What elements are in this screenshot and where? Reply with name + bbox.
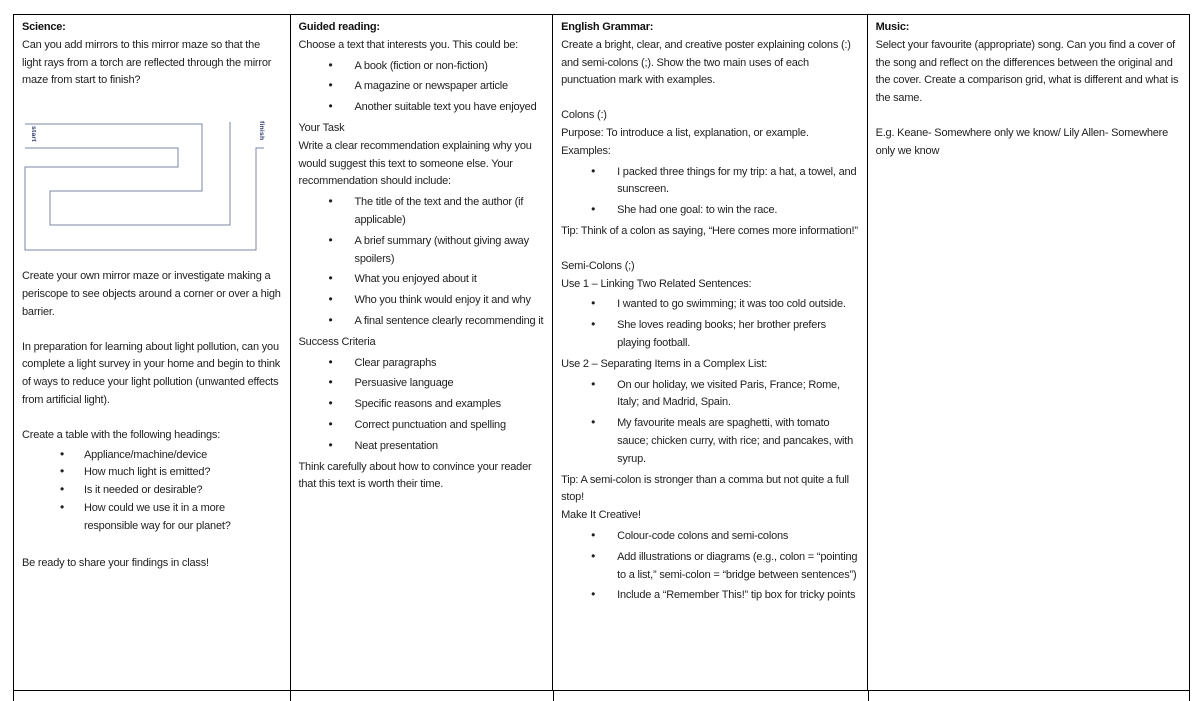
paragraph: Examples:	[561, 144, 611, 157]
next-row-border	[13, 691, 14, 701]
next-row-border	[553, 691, 554, 701]
blank-line	[22, 322, 282, 339]
paragraph: Make It Creative!	[561, 509, 641, 522]
bullet-item: • Appliance/machine/device	[22, 447, 282, 465]
blank-line	[876, 108, 1181, 125]
paragraph: Purpose: To introduce a list, explanation, or example.	[561, 126, 809, 139]
bullet-item: • She loves reading books; her brother prefers playing football.	[561, 317, 858, 353]
bullet-item: • Add illustrations or diagrams (e.g., colon = “pointing to a list,” semi-colon = “bridge between sentences”)	[561, 549, 858, 585]
worksheet-table	[13, 14, 1190, 691]
bullet-item: • Who you think would enjoy it and why	[299, 292, 545, 310]
column-title: Science:	[22, 21, 66, 33]
next-row-border	[290, 691, 291, 701]
bullet-list	[561, 377, 858, 469]
column-english-grammar	[553, 15, 867, 690]
bullet-item: • Colour-code colons and semi-colons	[561, 528, 858, 546]
bullet-item: • On our holiday, we visited Paris, France; Rome, Italy; and Madrid, Spain.	[561, 377, 858, 413]
bullet-item: • I wanted to go swimming; it was too cold outside.	[561, 296, 858, 314]
paragraph: Colons (:)	[561, 109, 607, 122]
next-row-border	[1189, 691, 1190, 701]
maze-outer-wall	[25, 122, 230, 225]
bullet-item: • Another suitable text you have enjoyed	[299, 99, 545, 117]
bullet-item: • She had one goal: to win the race.	[561, 202, 858, 220]
column-content	[876, 37, 1181, 161]
paragraph: Create a table with the following headings:	[22, 428, 221, 441]
bullet-item: • Persuasive language	[299, 375, 545, 393]
bullet-item: • A magazine or newspaper article	[299, 78, 545, 96]
paragraph: In preparation for learning about light pollution, can you complete a light survey in your home and begin to think of ways to reduce your light pollution (unwanted effects from artificial light).	[22, 340, 281, 406]
column-title: English Grammar:	[561, 21, 654, 33]
paragraph: E.g. Keane- Somewhere only we know/ Lily Allen- Somewhere only we know	[875, 126, 1169, 157]
paragraph: Tip: A semi-colon is stronger than a comma but not quite a full stop!	[561, 473, 849, 504]
bullet-list	[22, 447, 282, 536]
mirror-maze-figure	[24, 116, 282, 256]
bullet-item: • A brief summary (without giving away spoilers)	[299, 233, 545, 269]
bullet-item: • Correct punctuation and spelling	[299, 417, 545, 435]
blank-line	[22, 538, 282, 555]
column-guided-reading	[291, 15, 554, 690]
bullet-item: • Clear paragraphs	[299, 355, 545, 373]
paragraph: Be ready to share your findings in class!	[22, 556, 209, 569]
paragraph: Can you add mirrors to this mirror maze so that the light rays from a torch are reflected through the mirror maze from start to finish?	[22, 38, 272, 87]
bullet-list	[561, 528, 858, 605]
bullet-list	[299, 58, 545, 117]
paragraph: Write a clear recommendation explaining why you would suggest this text to someone else. Your recommendation should include:	[298, 139, 532, 188]
bullet-item: • How could we use it in a more responsible way for our planet?	[22, 500, 282, 536]
maze-inner-wall	[25, 148, 264, 250]
paragraph: Think carefully about how to convince your reader that this text is worth their time.	[298, 460, 532, 491]
paragraph: Create a bright, clear, and creative poster explaining colons (:) and semi-colons (;). Show the two main uses of each punctuation mark with examples.	[561, 38, 851, 87]
paragraph: Tip: Think of a colon as saying, “Here comes more information!”	[561, 224, 858, 237]
paragraph: Semi-Colons (;)	[561, 259, 635, 272]
bullet-item: • Neat presentation	[299, 438, 545, 456]
blank-line	[561, 241, 858, 258]
column-title: Music:	[875, 21, 910, 33]
maze-finish-label: finish	[258, 121, 265, 141]
paragraph: Create your own mirror maze or investigate making a periscope to see objects around a corner or over a high barrier.	[22, 270, 281, 318]
bullet-item: • Is it needed or desirable?	[22, 482, 282, 500]
column-content	[22, 37, 282, 573]
bullet-list	[299, 194, 545, 331]
paragraph: Use 1 – Linking Two Related Sentences:	[561, 277, 752, 290]
maze-start-label: start	[30, 126, 37, 142]
bullet-list	[561, 296, 858, 352]
mirror-maze-diagram	[24, 116, 270, 256]
column-content	[299, 37, 545, 494]
bullet-item: • A final sentence clearly recommending it	[299, 313, 545, 331]
bullet-list	[561, 164, 858, 220]
bullet-item: • Specific reasons and examples	[299, 396, 545, 414]
bullet-item: • I packed three things for my trip: a hat, a towel, and sunscreen.	[561, 164, 858, 200]
column-content	[561, 37, 858, 605]
paragraph: Use 2 – Separating Items in a Complex List:	[561, 357, 768, 370]
column-science	[14, 15, 291, 690]
column-music	[868, 15, 1189, 690]
bullet-item: • The title of the text and the author (if applicable)	[299, 194, 545, 230]
bullet-item: • My favourite meals are spaghetti, with tomato sauce; chicken curry, with rice; and pancakes, with syrup.	[561, 415, 858, 468]
paragraph: Select your favourite (appropriate) song. Can you find a cover of the song and reflect on the differences between the original and the cover. Create a comparison grid, what is different and what is the same.	[875, 38, 1179, 105]
paragraph: Choose a text that interests you. This could be:	[298, 38, 519, 51]
bullet-item: • What you enjoyed about it	[299, 271, 545, 289]
bullet-item: • Include a “Remember This!” tip box for tricky points	[561, 587, 858, 605]
paragraph: Your Task	[298, 121, 345, 134]
next-row-border	[868, 691, 869, 701]
blank-line	[561, 90, 858, 107]
paragraph: Success Criteria	[298, 335, 376, 348]
bullet-list	[299, 355, 545, 456]
blank-line	[22, 410, 282, 427]
bullet-item: • A book (fiction or non-fiction)	[299, 58, 545, 76]
column-title: Guided reading:	[298, 21, 380, 33]
bullet-item: • How much light is emitted?	[22, 464, 282, 482]
